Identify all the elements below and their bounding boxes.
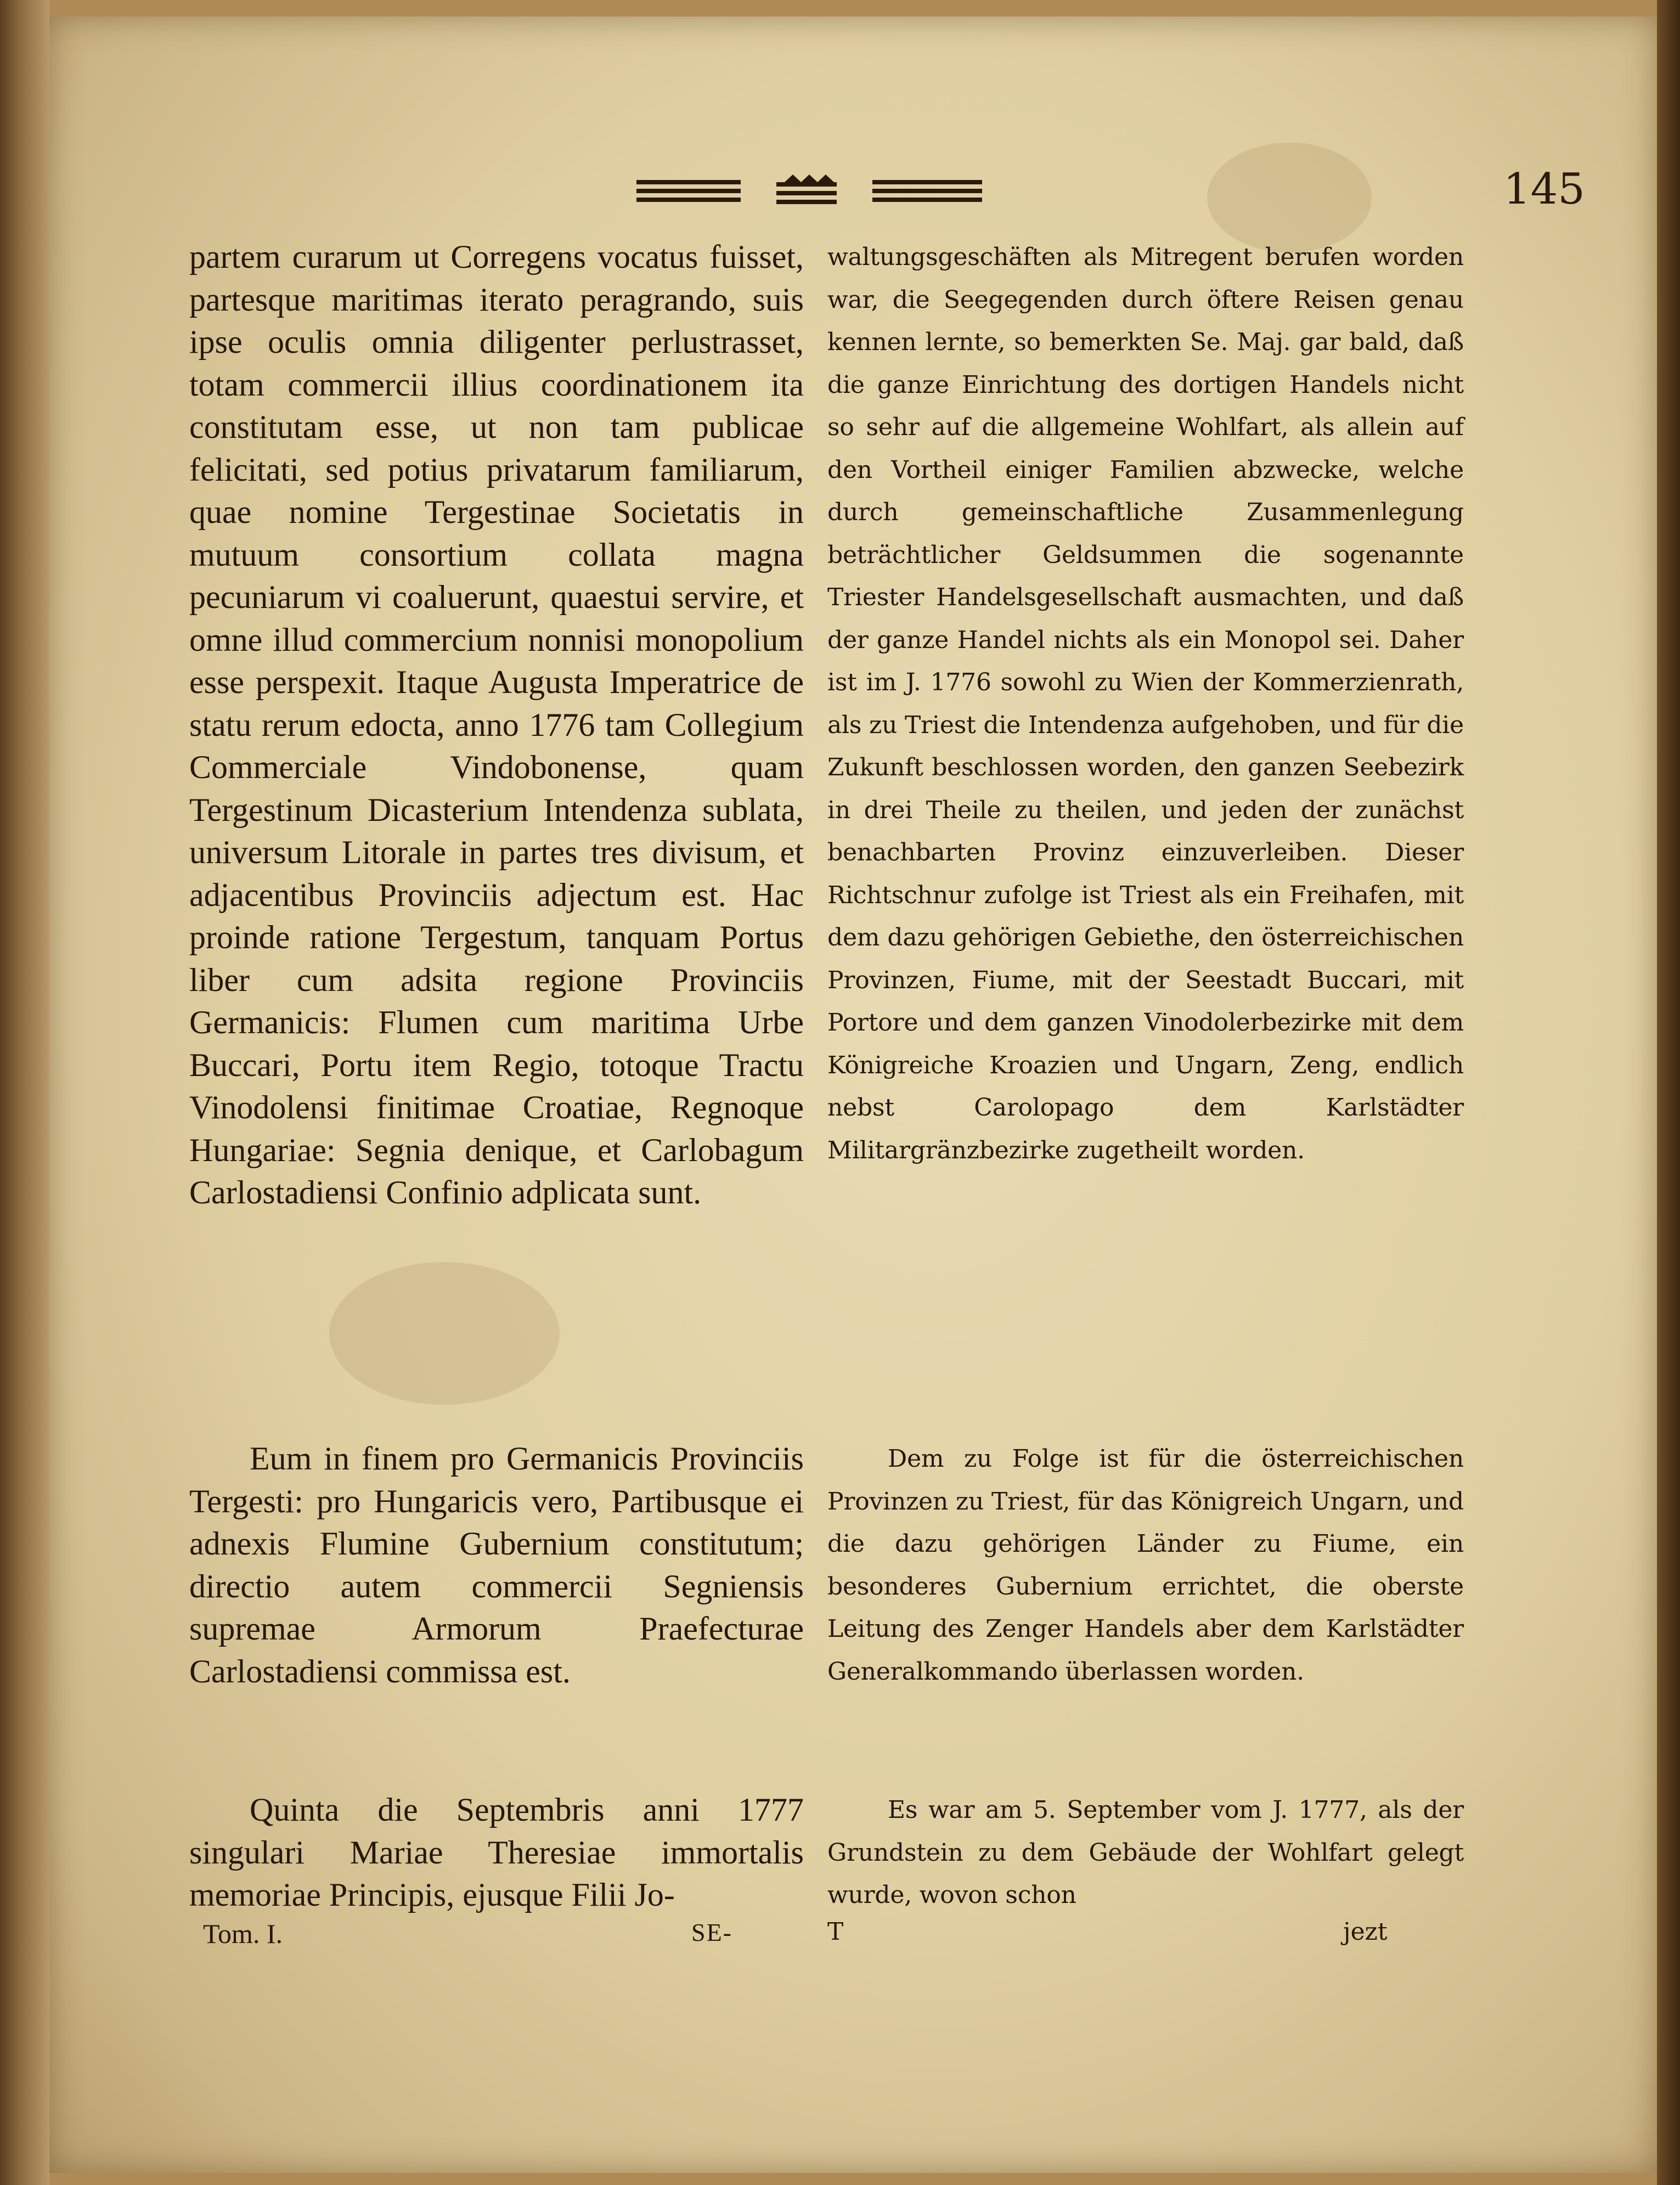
paper-stain (329, 1262, 560, 1405)
german-column-3 (827, 1789, 1464, 1917)
latin-paragraph-2: Eum in finem pro Germanicis Provinciis Tergesti: pro Hungaricis vero, Partibusque ei adnexis Flumine Gubernium constitutum; directio autem commercii Segniensis supremae Armorum Praefecturae Carlostadiensi commissa est. (189, 1440, 804, 1690)
signature-mark: Tom. I. (203, 1918, 283, 1949)
latin-paragraph-1: partem curarum ut Corregens vocatus fuisset, partesque maritimas iterato peragrando, suis ipse oculis omnia diligenter perlustrasset, totam commercii illius coordinationem ita constitutam esse, ut non tam publicae felicitati, sed potius privatarum familiarum, quae nomine Tergestinae Societatis in mutuum consortium collata magna pecuniarum vi coaluerunt, quaestui servire, et omne illud commercium nonnisi monopolium esse perspexit. Itaque Augusta Imperatrice de statu rerum edocta, anno 1776 tam Collegium Commerciale Vindobonense, quam Tergestinum Dicasterium Intendenza sublata, universum Litorale in partes tres divisum, et adjacentibus Provinciis adjectum est. Hac proinde ratione Tergestum, tanquam Portus liber cum adsita regione Provinciis Germanicis: Flumen cum maritima Urbe Buccari, Portu item Regio, totoque Tractu Vinodolensi finitimae Croatiae, Regnoque Hungariae: Segnia denique, et Carlobagum Carlostadiensi Confinio adplicata sunt. (189, 239, 804, 1210)
german-column-2 (827, 1438, 1464, 1693)
latin-column-3 (189, 1789, 804, 1917)
german-paragraph-3: Es war am 5. September vom J. 1777, als der Grundstein zu dem Gebäude der Wohlfart gelegt wurde, wovon schon (827, 1796, 1464, 1909)
right-page-edge (1657, 0, 1680, 2185)
catchword: SE- (691, 1918, 732, 1946)
latin-column-2 (189, 1438, 804, 1693)
latin-paragraph-3: Quinta die Septembris anni 1777 singulari Mariae Theresiae immortalis memoriae Principis, ejusque Filii Jo- (189, 1792, 804, 1913)
page-number: 145 (1503, 165, 1585, 214)
signature-mark-german: T (827, 1918, 844, 1946)
german-paragraph-2: Dem zu Folge ist für die österreichischen Provinzen zu Triest, für das Königreich Ungarn, und die dazu gehörigen Länder zu Fiume, ein besonderes Gubernium errichtet, die oberste Leitung des Zenger Handels aber dem Karlstädter Generalkommando überlassen worden. (827, 1445, 1464, 1686)
ornament-rule (636, 174, 993, 207)
latin-column (189, 236, 804, 1214)
catchword-german: jezt (1343, 1918, 1388, 1946)
previous-page-edge (0, 0, 49, 2185)
german-column (827, 236, 1464, 1172)
left-footer (203, 1918, 752, 1950)
german-paragraph-1: waltungsgeschäften als Mitregent berufen worden war, die Seegegenden durch öftere Reisen genau kennen lernte, so bemerkten Se. Maj. gar bald, daß die ganze Einrichtung des dortigen Handels nicht so sehr auf die allgemeine Wohlfart, als allein auf den Vortheil einiger Familien abzwecke, welche durch gemeinschaftliche Zusammenlegung beträchtlicher Geldsummen die sogenannte Triester Handelsgesellschaft ausmachten, und daß der ganze Handel nichts als ein Monopol sei. Daher ist im J. 1776 sowohl zu Wien der Kommerzienrath, als zu Triest die Intendenza aufgehoben, und für die Zukunft beschlossen worden, den ganzen Seebezirk in drei Theile zu theilen, und jeden der zunächst benachbarten Provinz einzuverleiben. Dieser Richtschnur zufolge ist Triest als ein Freihafen, mit dem dazu gehörigen Gebiethe, den österreichischen Provinzen, Fiume, mit der Seestadt Buccari, mit Portore und dem ganzen Vinodolerbezirke mit dem Königreiche Kroazien und Ungarn, Zeng, endlich nebst Carolopago dem Karlstädter Militargränzbezirke zugetheilt worden. (827, 243, 1464, 1164)
right-footer (827, 1918, 1431, 1946)
